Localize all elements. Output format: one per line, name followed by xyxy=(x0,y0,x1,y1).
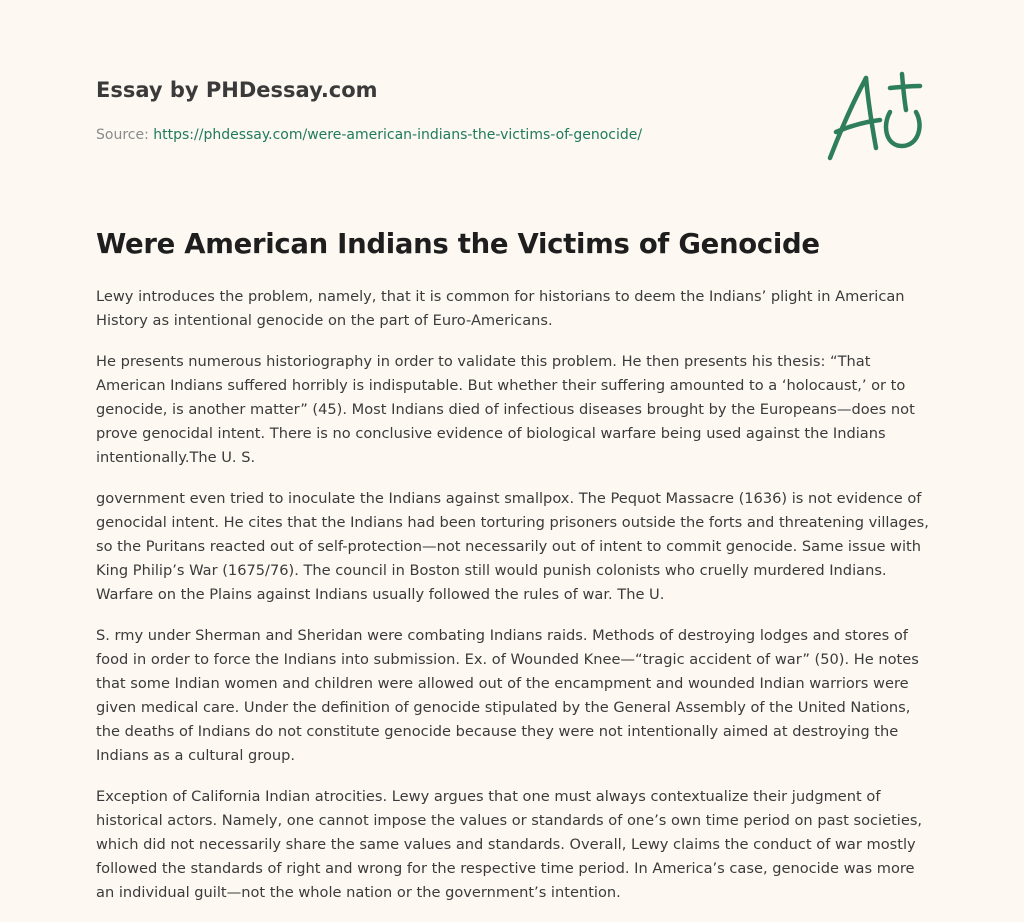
source-label: Source: xyxy=(96,127,149,143)
page-header xyxy=(96,76,796,145)
essay-paragraph: Exception of California Indian atrocities. Lewy argues that one must always contextualize their judgment of historical actors. Namely, one cannot impose the values or standards of one’s own time period on past societies, which did not necessarily share the same values and standards. Overall, Lewy claims the conduct of war mostly followed the standards of right and wrong for the respective time period. In America’s case, genocide was more an individual guilt—not the whole nation or the government’s intention. xyxy=(96,788,923,901)
essay-body xyxy=(96,285,936,922)
source-line xyxy=(96,125,796,145)
essay-paragraph: S. rmy under Sherman and Sheridan were combating Indians raids. Methods of destroying lodges and stores of food in order to force the Indians into submission. Ex. of Wounded Knee—“tragic accident of war” (50). He notes that some Indian women and children were allowed out of the encampment and wounded Indian warriors were given medical care. Under the definition of genocide stipulated by the General Assembly of the United Nations, the deaths of Indians do not constitute genocide because they were not intentionally aimed at destroying the Indians as a cultural group. xyxy=(96,627,919,764)
essay-paragraph: He presents numerous historiography in order to validate this problem. He then presents his thesis: “That American Indians suffered horribly is indisputable. But whether their suffering amounted to a ‘holocaust,’ or to genocide, is another matter” (45). Most Indians died of infectious diseases brought by the Europeans—does not prove genocidal intent. There is no conclusive evidence of biological warfare being used against the Indians intentionally.The U. S. xyxy=(96,353,915,466)
source-link[interactable]: https://phdessay.com/were-american-indians-the-victims-of-genocide/ xyxy=(153,127,643,143)
brand-title: Essay by PHDessay.com xyxy=(96,78,378,102)
essay-paragraph: Lewy introduces the problem, namely, that it is common for historians to deem the Indians’ plight in American History as intentional genocide on the part of Euro-Americans. xyxy=(96,288,905,329)
essay-paragraph: government even tried to inoculate the Indians against smallpox. The Pequot Massacre (1636) is not evidence of genocidal intent. He cites that the Indians had been torturing prisoners outside the forts and threatening villages, so the Puritans reacted out of self-protection—not necessarily out of intent to commit genocide. Same issue with King Philip’s War (1675/76). The council in Boston still would punish colonists who cruelly murdered Indians. Warfare on the Plains against Indians usually followed the rules of war. The U. xyxy=(96,490,929,603)
essay-title: Were American Indians the Victims of Genocide xyxy=(96,228,820,260)
a-plus-grade-icon xyxy=(822,70,928,164)
